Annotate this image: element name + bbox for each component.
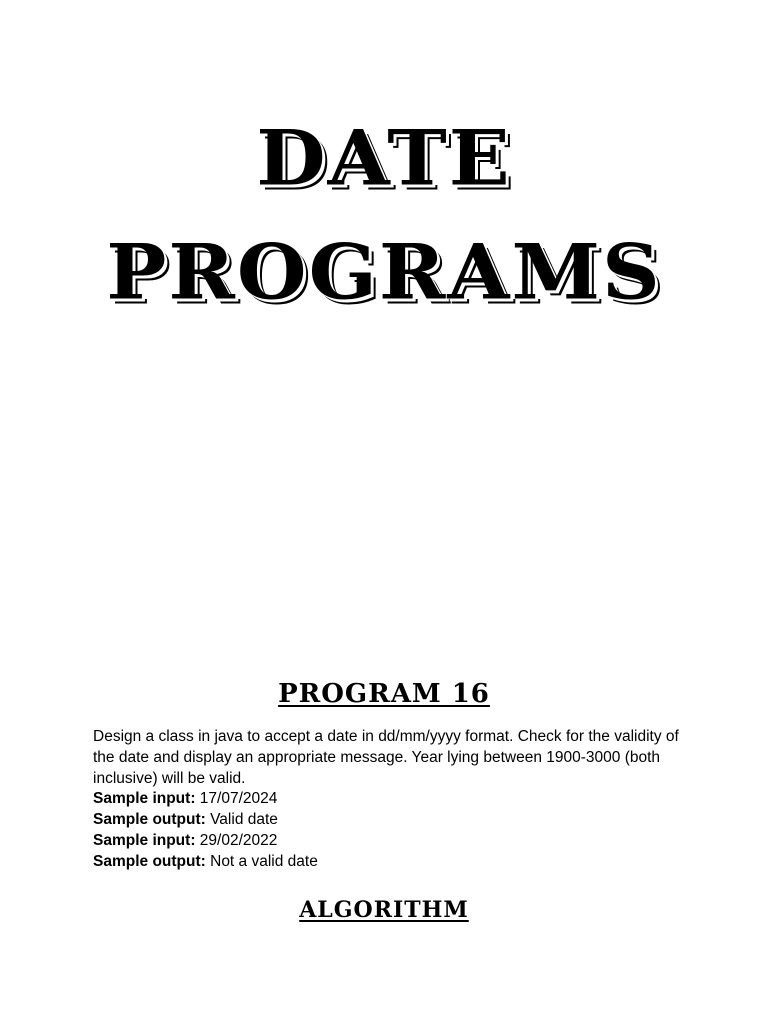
sample-row — [93, 789, 683, 810]
sample-value: 17/07/2024 — [195, 790, 278, 808]
program-body — [93, 727, 683, 873]
algorithm-heading: ALGORITHM — [299, 897, 469, 923]
sample-row — [93, 852, 683, 873]
program-heading: PROGRAM 16 — [278, 679, 490, 709]
sample-value: Valid date — [205, 811, 278, 829]
sample-value: Not a valid date — [205, 852, 318, 870]
sample-label: Sample input: — [93, 790, 196, 808]
title-line-2: PROGRAMS — [106, 227, 662, 317]
title-line-1: DATE — [256, 113, 512, 203]
sample-row — [93, 810, 683, 831]
sample-label: Sample input: — [93, 831, 196, 849]
sample-label: Sample output: — [93, 852, 206, 870]
sample-label: Sample output: — [93, 811, 206, 829]
program-description: Design a class in java to accept a date in dd/mm/yyyy format. Check for the validity of the date and display an appropriate message. Year lying between 1900-3000 (both inclusive) will be valid. — [93, 728, 679, 787]
sample-row — [93, 831, 683, 852]
sample-value: 29/02/2022 — [195, 831, 278, 849]
